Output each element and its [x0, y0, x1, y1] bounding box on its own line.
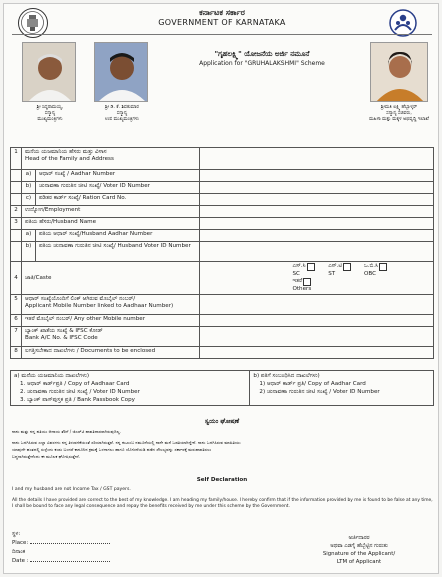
row-letter: a)	[21, 170, 35, 182]
head-of-family-field[interactable]	[200, 148, 434, 170]
caste-option-sc: ಎಸ್.ಸಿ SC	[292, 263, 326, 278]
minister-photo	[370, 42, 428, 102]
table-row: 6 ಇತರೆ ಮೊಬೈಲ್ ನಂಬರ್/ Any other Mobile number	[11, 315, 434, 327]
table-row	[11, 182, 434, 194]
table-row	[11, 371, 434, 406]
row-letter: b)	[21, 182, 35, 194]
others-checkbox[interactable]	[303, 278, 311, 286]
caste-label: ಜಾತಿ/Caste	[21, 262, 199, 295]
applicant-documents: a) ಮನೆಯ ಯಜಮಾನಿಯ ದಾಖಲೆಗಳು) 1. ಆಧಾರ್ ಕಾರ್ಡ್‌ಪ್ರತಿ / Copy of Aadhaar Card 2. ಚುನಾವಣಾ ಗುರುತಿನ ಚೀಟಿ ಸಂಖ್ಯೆ / Voter ID Number 3. ಬ್ಯಾಂಕ್ ಪಾಸ್‌ಪುಸ್ತಕ ಪ್ರತಿ / Bank Passbook Copy	[11, 371, 250, 406]
other-mobile-field[interactable]	[200, 315, 434, 327]
row-letter: b)	[21, 242, 35, 262]
caste-option-obc: ಒ.ಬಿ.ಸಿ OBC	[364, 263, 398, 278]
husband-name-field[interactable]	[200, 218, 434, 230]
voter-id-field[interactable]	[200, 182, 434, 194]
applicant-signature-block: ಅರ್ಜಿದಾರರ ಅಥವಾ ಎಡಗೈ ಹೆಬ್ಬೆಟ್ಟಿನ ಗುರುತು Signature of the Applicant/ LTM of Applicant	[322, 535, 396, 565]
application-form-page	[3, 3, 439, 574]
caste-option-st: ಎಸ್.ಟಿ ST	[328, 263, 362, 278]
government-title-english: GOVERNMENT OF KARNATAKA	[158, 18, 286, 27]
ration-card-label: ಪಡಿತರ ಕಾರ್ಡ್ ಸಂಖ್ಯೆ/ Ration Card No.	[35, 194, 199, 206]
declaration-kannada-line: ನಾನು ಒದಗಿಸಿರುವ ಎಲ್ಲಾ ವಿವರಗಳು ನನ್ನ ತಿಳುವಳಿಕೆಯಂತೆ ಸರಿಯಾಗಿರುತ್ತವೆ. ನನ್ನ ಕುಟುಂಬ ನಮೂನೆಯಲ್ಲಿ ನಾನೇ ಮನೆ ಒಡತಿಯಾಗಿದ್ದೇನೆ. ನಾನು ಒದಗಿಸಿರುವ ಮಾಹಿತಿಯು	[12, 440, 241, 445]
declaration-english-text: All the details I have provided are correct to the best of my knowledge. I am heading my family/house. I hereby confirm that if the information provided by me is found to be false at any time, I shall be bound to face any legal consequence and repay the benefits received by me under this scheme by the Government.	[12, 498, 433, 510]
ration-card-field[interactable]	[200, 194, 434, 206]
caste-options	[200, 262, 434, 295]
chief-minister-caption: ಶ್ರೀ ಸಿದ್ದರಾಮಯ್ಯ, ಸನ್ಮಾನ್ಯ ಮುಖ್ಯಮಂತ್ರಿಗಳು	[36, 105, 64, 122]
deputy-chief-minister-photo	[94, 42, 148, 102]
table-row: 3 ಪತಿಯ ಹೆಸರು/Husband Name	[11, 218, 434, 230]
husband-aadhar-label: ಪತಿಯ ಆಧಾರ್ ಸಂಖ್ಯೆ/Husband Aadhar Number	[35, 230, 199, 242]
table-row	[11, 230, 434, 242]
head-of-family-label: ಮನೆಯ ಯಜಮಾನಿಯ ಹೆಸರು ಮತ್ತು ವಿಳಾಸ Head of the Family and Address	[21, 148, 199, 170]
row-number: 1	[11, 148, 22, 170]
date-field[interactable]	[30, 561, 110, 562]
row-letter: a)	[21, 230, 35, 242]
declaration-kannada-line: ನಾನು ಮತ್ತು ನನ್ನ ಪತಿಯು ಆದಾಯ ತೆರಿಗೆ / ಜಿಎಸ್‌ಟಿ ಪಾವತಿದಾರರಾಗಿರುವುದಿಲ್ಲ.	[12, 429, 122, 434]
bank-account-label: ಬ್ಯಾಂಕ್ ಖಾತೆಯ ಸಂಖ್ಯೆ & IFSC ಕೋಡ್ Bank A/C No. & IFSC Code	[21, 327, 199, 347]
table-row: 7 ಬ್ಯಾಂಕ್ ಖಾತೆಯ ಸಂಖ್ಯೆ & IFSC ಕೋಡ್ Bank A/C No. & IFSC Code	[11, 327, 434, 347]
employment-label: ಉದ್ಯೋಗ/Employment	[21, 206, 199, 218]
place-field[interactable]	[30, 543, 110, 544]
aadhar-number-label: ಆಧಾರ್ ಸಂಖ್ಯೆ / Aadhar Number	[35, 170, 199, 182]
header-divider	[12, 34, 432, 35]
scheme-title-kannada: "ಗೃಹಲಕ್ಷ್ಮಿ" ಯೋಜನೆಯ ಅರ್ಜಿ ನಮೂನೆ	[214, 50, 310, 58]
employment-field[interactable]	[200, 206, 434, 218]
husband-name-label: ಪತಿಯ ಹೆಸರು/Husband Name	[21, 218, 199, 230]
minister-caption: ಶ್ರೀಮತಿ ಲಕ್ಷ್ಮಿ ಹೆಬ್ಬಾಳ್ಕರ್ ಸನ್ಮಾನ್ಯ ಸಚಿವರು, ಮಹಿಳಾ ಮತ್ತು ಮಕ್ಕಳ ಅಭಿವೃದ್ಧಿ ಇಲಾಖೆ	[369, 105, 429, 122]
self-declaration-title-kannada: ಸ್ವಯಂ ಘೋಷಣೆ	[204, 418, 240, 425]
sc-checkbox[interactable]	[307, 263, 315, 271]
form-header	[4, 4, 440, 146]
documents-table	[10, 370, 434, 406]
husband-voter-id-field[interactable]	[200, 242, 434, 262]
place-date-block: ಸ್ಥಳ: Place: ದಿನಾಂಕ Date :	[12, 530, 110, 566]
st-checkbox[interactable]	[343, 263, 351, 271]
linked-mobile-label: ಆಧಾರ್ ಸಂಖ್ಯೆಯೊಂದಿಗೆ ಲಿಂಕ್ ಆಗಿರುವ ಮೊಬೈಲ್ ನಂಬರ್/ Applicant Mobile Number linked to Aadhaar Number)	[21, 295, 199, 315]
table-row	[11, 148, 434, 170]
table-row	[11, 242, 434, 262]
table-row: 8 ಲಗತ್ತಿಸಬೇಕಾದ ದಾಖಲೆಗಳು / Documents to be enclosed	[11, 347, 434, 359]
self-declaration-title-english: Self Declaration	[196, 477, 248, 483]
aadhar-number-field[interactable]	[200, 170, 434, 182]
deputy-chief-minister-caption: ಶ್ರೀ ಡಿ. ಕೆ. ಶಿವಕುಮಾರ ಸನ್ಮಾನ್ಯ ಉಪ ಮುಖ್ಯಮಂತ್ರಿಗಳು	[105, 105, 139, 122]
table-row: 2 ಉದ್ಯೋಗ/Employment	[11, 206, 434, 218]
linked-mobile-field[interactable]	[200, 295, 434, 315]
table-row: 5 ಆಧಾರ್ ಸಂಖ್ಯೆಯೊಂದಿಗೆ ಲಿಂಕ್ ಆಗಿರುವ ಮೊಬೈಲ್ ನಂಬರ್/ Applicant Mobile Number linked to Aadhaar Number)	[11, 295, 434, 315]
voter-id-label: ಚುನಾವಣಾ ಗುರುತಿನ ಚೀಟಿ ಸಂಖ್ಯೆ/ Voter ID Number	[35, 182, 199, 194]
declaration-kannada-line: ಯಾವುದೇ ಹಂತದಲ್ಲಿ ಸುಳ್ಳೆಂದು ಕಂಡು ಬಂದರೆ ಕಾನೂನಿನ ಕ್ರಮಕ್ಕೆ ಒಳಗಾಗಲು ಹಾಗೂ ಯೋಜನೆಯಡಿ ಪಡೆದ ಸೌಲಭ್ಯವನ್ನು ಸರ್ಕಾರಕ್ಕೆ ಮರುಪಾವತಿಸಲು	[12, 447, 212, 452]
bank-account-field[interactable]	[200, 327, 434, 347]
government-title-kannada: ಕರ್ನಾಟಕ ಸರ್ಕಾರ	[199, 8, 245, 17]
table-row: 4 ಜಾತಿ/Caste ಎಸ್.ಸಿ SC ಎಸ್.ಟಿ ST ಒ.ಬಿ.ಸಿ OBC ಇತರೆ Others	[11, 262, 434, 295]
table-row	[11, 170, 434, 182]
husband-documents: b) ಪತಿಗೆ ಸಂಬಂಧಿಸಿದ ದಾಖಲೆಗಳು) 1) ಆಧಾರ್ ಕಾರ್ಡ್ ಪ್ರತಿ/ Copy of Aadhar Card 2) ಚುನಾವಣಾ ಗುರುತಿನ ಚೀಟಿ ಸಂಖ್ಯೆ / Voter ID Number	[250, 371, 434, 406]
chief-minister-photo	[22, 42, 76, 102]
scheme-title-english: Application for "GRUHALAKSHMI" Scheme	[199, 60, 325, 67]
other-mobile-label: ಇತರೆ ಮೊಬೈಲ್ ನಂಬರ್/ Any other Mobile number	[21, 315, 199, 327]
husband-voter-id-label: ಪತಿಯ ಚುನಾವಣಾ ಗುರುತಿನ ಚೀಟಿ ಸಂಖ್ಯೆ/ Husband Voter ID Number	[35, 242, 199, 262]
row-letter: c)	[21, 194, 35, 206]
documents-label: ಲಗತ್ತಿಸಬೇಕಾದ ದಾಖಲೆಗಳು / Documents to be enclosed	[21, 347, 199, 359]
declaration-kannada-line: ಬದ್ಧಳಾಗಿರುತ್ತೇನೆಂದು ಈ ಮೂಲಕ ಘೋಷಿಸುತ್ತೇನೆ.	[12, 454, 81, 459]
husband-aadhar-field[interactable]	[200, 230, 434, 242]
caste-option-others: ಇತರೆ Others	[292, 278, 312, 292]
obc-checkbox[interactable]	[379, 263, 387, 271]
applicant-details-table	[10, 147, 434, 359]
tax-declaration-text: I and my husband are not Income Tax / GST payers.	[12, 487, 131, 492]
table-row	[11, 194, 434, 206]
